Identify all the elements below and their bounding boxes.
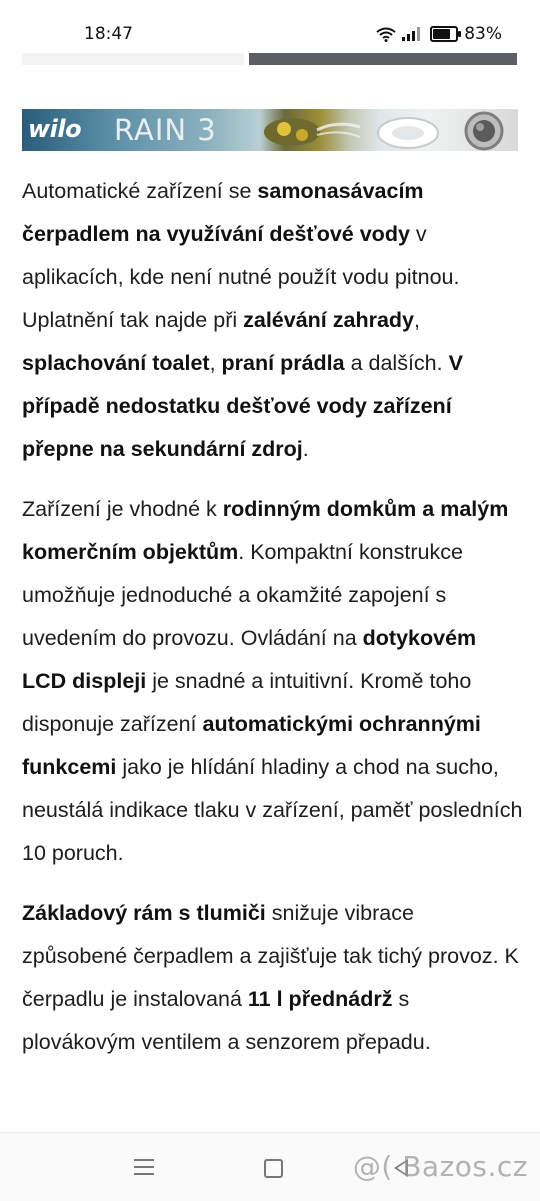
text-span: v aplikacích, kde není nutné použít vodu pitnou. Uplatnění tak najde při xyxy=(22,222,460,332)
bold-text: samonasávacím čerpadlem na využívání dešťové vody xyxy=(22,179,424,246)
status-time: 18:47 xyxy=(84,24,133,44)
brand-logo: wilo xyxy=(28,115,82,143)
signal-icon xyxy=(402,27,420,41)
bold-text: zalévání zahrady xyxy=(243,308,415,332)
washing-machine-icon xyxy=(452,111,516,151)
bold-text: rodinným domkům a malým komerčním objektům xyxy=(22,497,509,564)
text-span: . Kompaktní konstrukce umožňuje jednoduché a okamžité zapojení s uvedením do provozu. Ovládání na xyxy=(22,540,463,650)
bold-text: splachování toalet xyxy=(22,351,210,375)
bold-text: dotykovém LCD displeji xyxy=(22,626,477,693)
text-span: , xyxy=(209,351,222,375)
toilet-icon xyxy=(370,111,446,151)
bold-text: praní prádla xyxy=(221,351,345,375)
text-span: . xyxy=(302,437,309,461)
page-top-bar-right xyxy=(249,53,517,65)
bold-text: V případě nedostatku dešťové vody zařízení přepne na sekundární zdroj xyxy=(22,351,463,461)
text-span: Zařízení je vhodné k xyxy=(22,497,223,521)
bold-text: 11 l přednádrž xyxy=(247,987,393,1011)
paragraph-usage xyxy=(22,488,524,875)
text-span: s plovákovým ventilem a senzorem přepadu. xyxy=(22,987,431,1054)
page-top-bar-left xyxy=(22,53,244,65)
bold-text: automatickými ochrannými funkcemi xyxy=(22,712,481,779)
garden-hose-icon xyxy=(262,115,362,149)
text-span: snižuje vibrace způsobené čerpadlem a zajišťuje tak tichý provoz. K čerpadlu je instalovaná xyxy=(22,901,519,1011)
menu-icon[interactable] xyxy=(134,1159,154,1180)
text-span: a dalších. xyxy=(344,351,449,375)
text-span: je snadné a intuitivní. Kromě toho disponuje zařízení xyxy=(22,669,472,736)
home-icon[interactable] xyxy=(264,1159,283,1178)
battery-percent: 83% xyxy=(464,24,502,44)
paragraph-frame xyxy=(22,892,524,1064)
product-banner-image xyxy=(22,109,518,151)
bold-text: Základový rám s tlumiči xyxy=(22,901,266,925)
battery-icon xyxy=(430,26,458,42)
wifi-icon xyxy=(376,27,396,42)
status-icons xyxy=(376,24,502,44)
paragraph-intro xyxy=(22,170,524,471)
watermark-bazos: @( Bazos.cz xyxy=(352,1150,528,1183)
text-span: , xyxy=(414,308,420,332)
banner-product-name: RAIN 3 xyxy=(114,113,217,147)
text-span: Automatické zařízení se xyxy=(22,179,258,203)
product-description xyxy=(22,170,524,1081)
text-span: jako je hlídání hladiny a chod na sucho, neustálá indikace tlaku v zařízení, paměť posledních 10 poruch. xyxy=(22,755,523,865)
